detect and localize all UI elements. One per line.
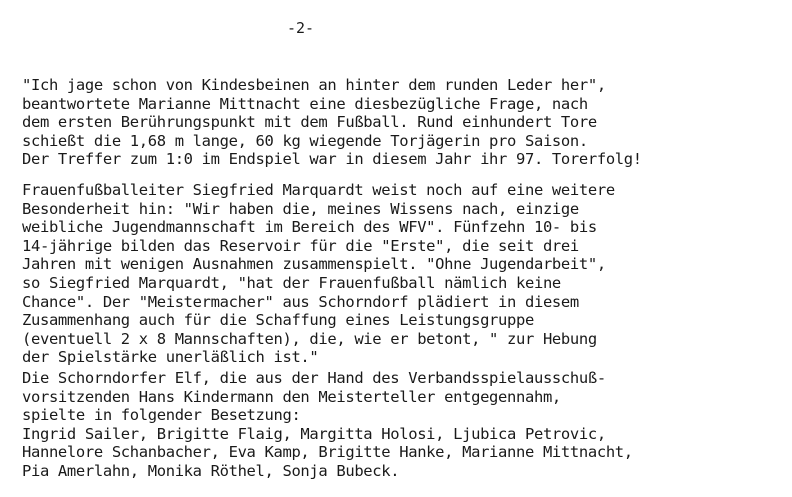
text-line: weibliche Jugendmannschaft im Bereich des WFV". Fünfzehn 10- bis [22, 218, 597, 237]
text-line: vorsitzenden Hans Kindermann den Meisterteller entgegennahm, [22, 387, 561, 406]
text-line: (eventuell 2 x 8 Mannschaften), die, wie er betont, " zur Hebung [22, 329, 597, 348]
text-line: dem ersten Berührungspunkt mit dem Fußball. Rund einhundert Tore [22, 113, 597, 132]
text-line: Hannelore Schanbacher, Eva Kamp, Brigitte Hanke, Marianne Mittnacht, [22, 443, 633, 462]
text-line: der Spielstärke unerläßlich ist." [22, 348, 319, 367]
text-line: Ingrid Sailer, Brigitte Flaig, Margitta Holosi, Ljubica Petrovic, [22, 424, 606, 443]
text-line: Der Treffer zum 1:0 im Endspiel war in diesem Jahr ihr 97. Torerfolg! [22, 150, 642, 169]
text-line: spielte in folgender Besetzung: [22, 406, 301, 425]
text-line: "Ich jage schon von Kindesbeinen an hinter dem runden Leder her", [22, 76, 606, 94]
text-line: Jahren mit wenigen Ausnahmen zusammenspielt. "Ohne Jugendarbeit", [22, 255, 606, 274]
text-line: Chance". Der "Meistermacher" aus Schorndorf plädiert in diesem [22, 292, 579, 311]
text-line: Zusammenhang auch für die Schaffung eines Leistungsgruppe [22, 311, 534, 330]
text-line: schießt die 1,68 m lange, 60 kg wiegende Torjägerin pro Saison. [22, 131, 588, 150]
text-line: Frauenfußballeiter Siegfried Marquardt weist noch auf eine weitere [22, 181, 615, 199]
text-line: Die Schorndorfer Elf, die aus der Hand des Verbandsspielausschuß- [22, 369, 606, 387]
text-line: 14-jährige bilden das Reservoir für die "Erste", die seit drei [22, 236, 579, 255]
paragraph-marianne-mittnacht [22, 76, 792, 169]
paragraph-siegfried-marquardt [22, 181, 792, 367]
text-line: so Siegfried Marquardt, "hat der Frauenfußball nämlich keine [22, 273, 561, 292]
text-line: beantwortete Marianne Mittnacht eine diesbezügliche Frage, nach [22, 94, 588, 113]
text-line: Pia Amerlahn, Monika Röthel, Sonja Bubeck. [22, 461, 400, 480]
paragraph-team-lineup [22, 369, 792, 481]
text-line: Besonderheit hin: "Wir haben die, meines Wissens nach, einzige [22, 199, 579, 218]
page-number: -2- [287, 19, 315, 37]
